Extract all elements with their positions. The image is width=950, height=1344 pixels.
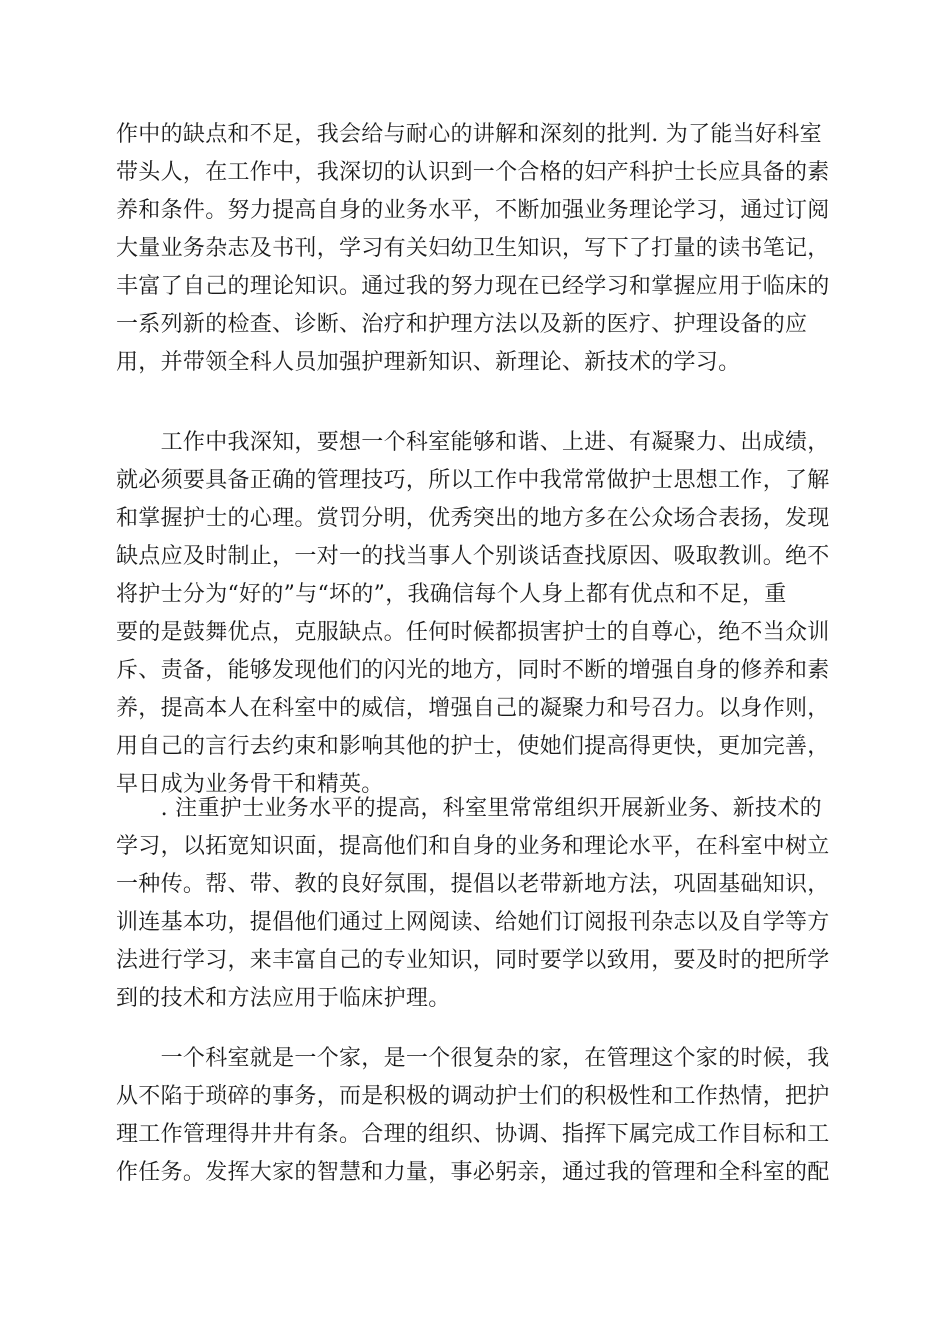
text-line: 养，提高本人在科室中的威信，增强自己的凝聚力和号召力。以身作则， <box>116 696 830 721</box>
text-line: 一种传。帮、带、教的良好氛围，提倡以老带新地方法，巩固基础知识， <box>116 872 830 897</box>
paragraph-1 <box>116 116 836 382</box>
text-line: 用自己的言行去约束和影响其他的护士，使她们提高得更快，更加完善， <box>116 734 830 759</box>
text-line: 早日成为业务骨干和精英。 <box>116 772 384 797</box>
paragraph-3 <box>116 790 836 1018</box>
text-line: 训连基本功，提倡他们通过上网阅读、给她们订阅报刊杂志以及自学等方 <box>116 910 830 935</box>
text-line: 大量业务杂志及书刊，学习有关妇幼卫生知识，写下了打量的读书笔记， <box>116 236 830 261</box>
text-line: 将护士分为“好的”与“坏的”，我确信每个人身上都有优点和不足，重 <box>116 582 787 607</box>
text-line: 和掌握护士的心理。赏罚分明，优秀突出的地方多在公众场合表扬，发现 <box>116 506 830 531</box>
text-line: . 注重护士业务水平的提高，科室里常常组织开展新业务、新技术的 <box>116 796 822 821</box>
text-line: 斥、责备，能够发现他们的闪光的地方，同时不断的增强自身的修养和素 <box>116 658 830 683</box>
text-line: 从不陷于琐碎的事务，而是积极的调动护士们的积极性和工作热情，把护 <box>116 1084 830 1109</box>
text-line: 学习，以拓宽知识面，提高他们和自身的业务和理论水平，在科室中树立 <box>116 834 830 859</box>
text-line: 到的技术和方法应用于临床护理。 <box>116 986 451 1011</box>
text-line: 作中的缺点和不足，我会给与耐心的讲解和深刻的批判. 为了能当好科室 <box>116 122 822 147</box>
text-line: 一个科室就是一个家，是一个很复杂的家，在管理这个家的时候，我 <box>116 1046 830 1071</box>
text-line: 用，并带领全科人员加强护理新知识、新理论、新技术的学习。 <box>116 350 741 375</box>
text-line: 养和条件。努力提高自身的业务水平，不断加强业务理论学习，通过订阅 <box>116 198 830 223</box>
text-line: 带头人，在工作中，我深切的认识到一个合格的妇产科护士长应具备的素 <box>116 160 830 185</box>
text-line: 作任务。发挥大家的智慧和力量，事必躬亲，通过我的管理和全科室的配 <box>116 1160 830 1185</box>
text-line: 工作中我深知，要想一个科室能够和谐、上进、有凝聚力、出成绩， <box>116 430 830 455</box>
text-line: 就必须要具备正确的管理技巧，所以工作中我常常做护士思想工作，了解 <box>116 468 830 493</box>
text-line: 要的是鼓舞优点，克服缺点。任何时候都损害护士的自尊心，绝不当众训 <box>116 620 830 645</box>
text-line: 缺点应及时制止，一对一的找当事人个别谈话查找原因、吸取教训。绝不 <box>116 544 830 569</box>
text-line: 丰富了自己的理论知识。通过我的努力现在已经学习和掌握应用于临床的 <box>116 274 830 299</box>
text-line: 法进行学习，来丰富自己的专业知识，同时要学以致用，要及时的把所学 <box>116 948 830 973</box>
text-line: 理工作管理得井井有条。合理的组织、协调、指挥下属完成工作目标和工 <box>116 1122 830 1147</box>
text-line: 一系列新的检查、诊断、治疗和护理方法以及新的医疗、护理设备的应 <box>116 312 808 337</box>
paragraph-2 <box>116 424 836 804</box>
paragraph-4 <box>116 1040 836 1192</box>
